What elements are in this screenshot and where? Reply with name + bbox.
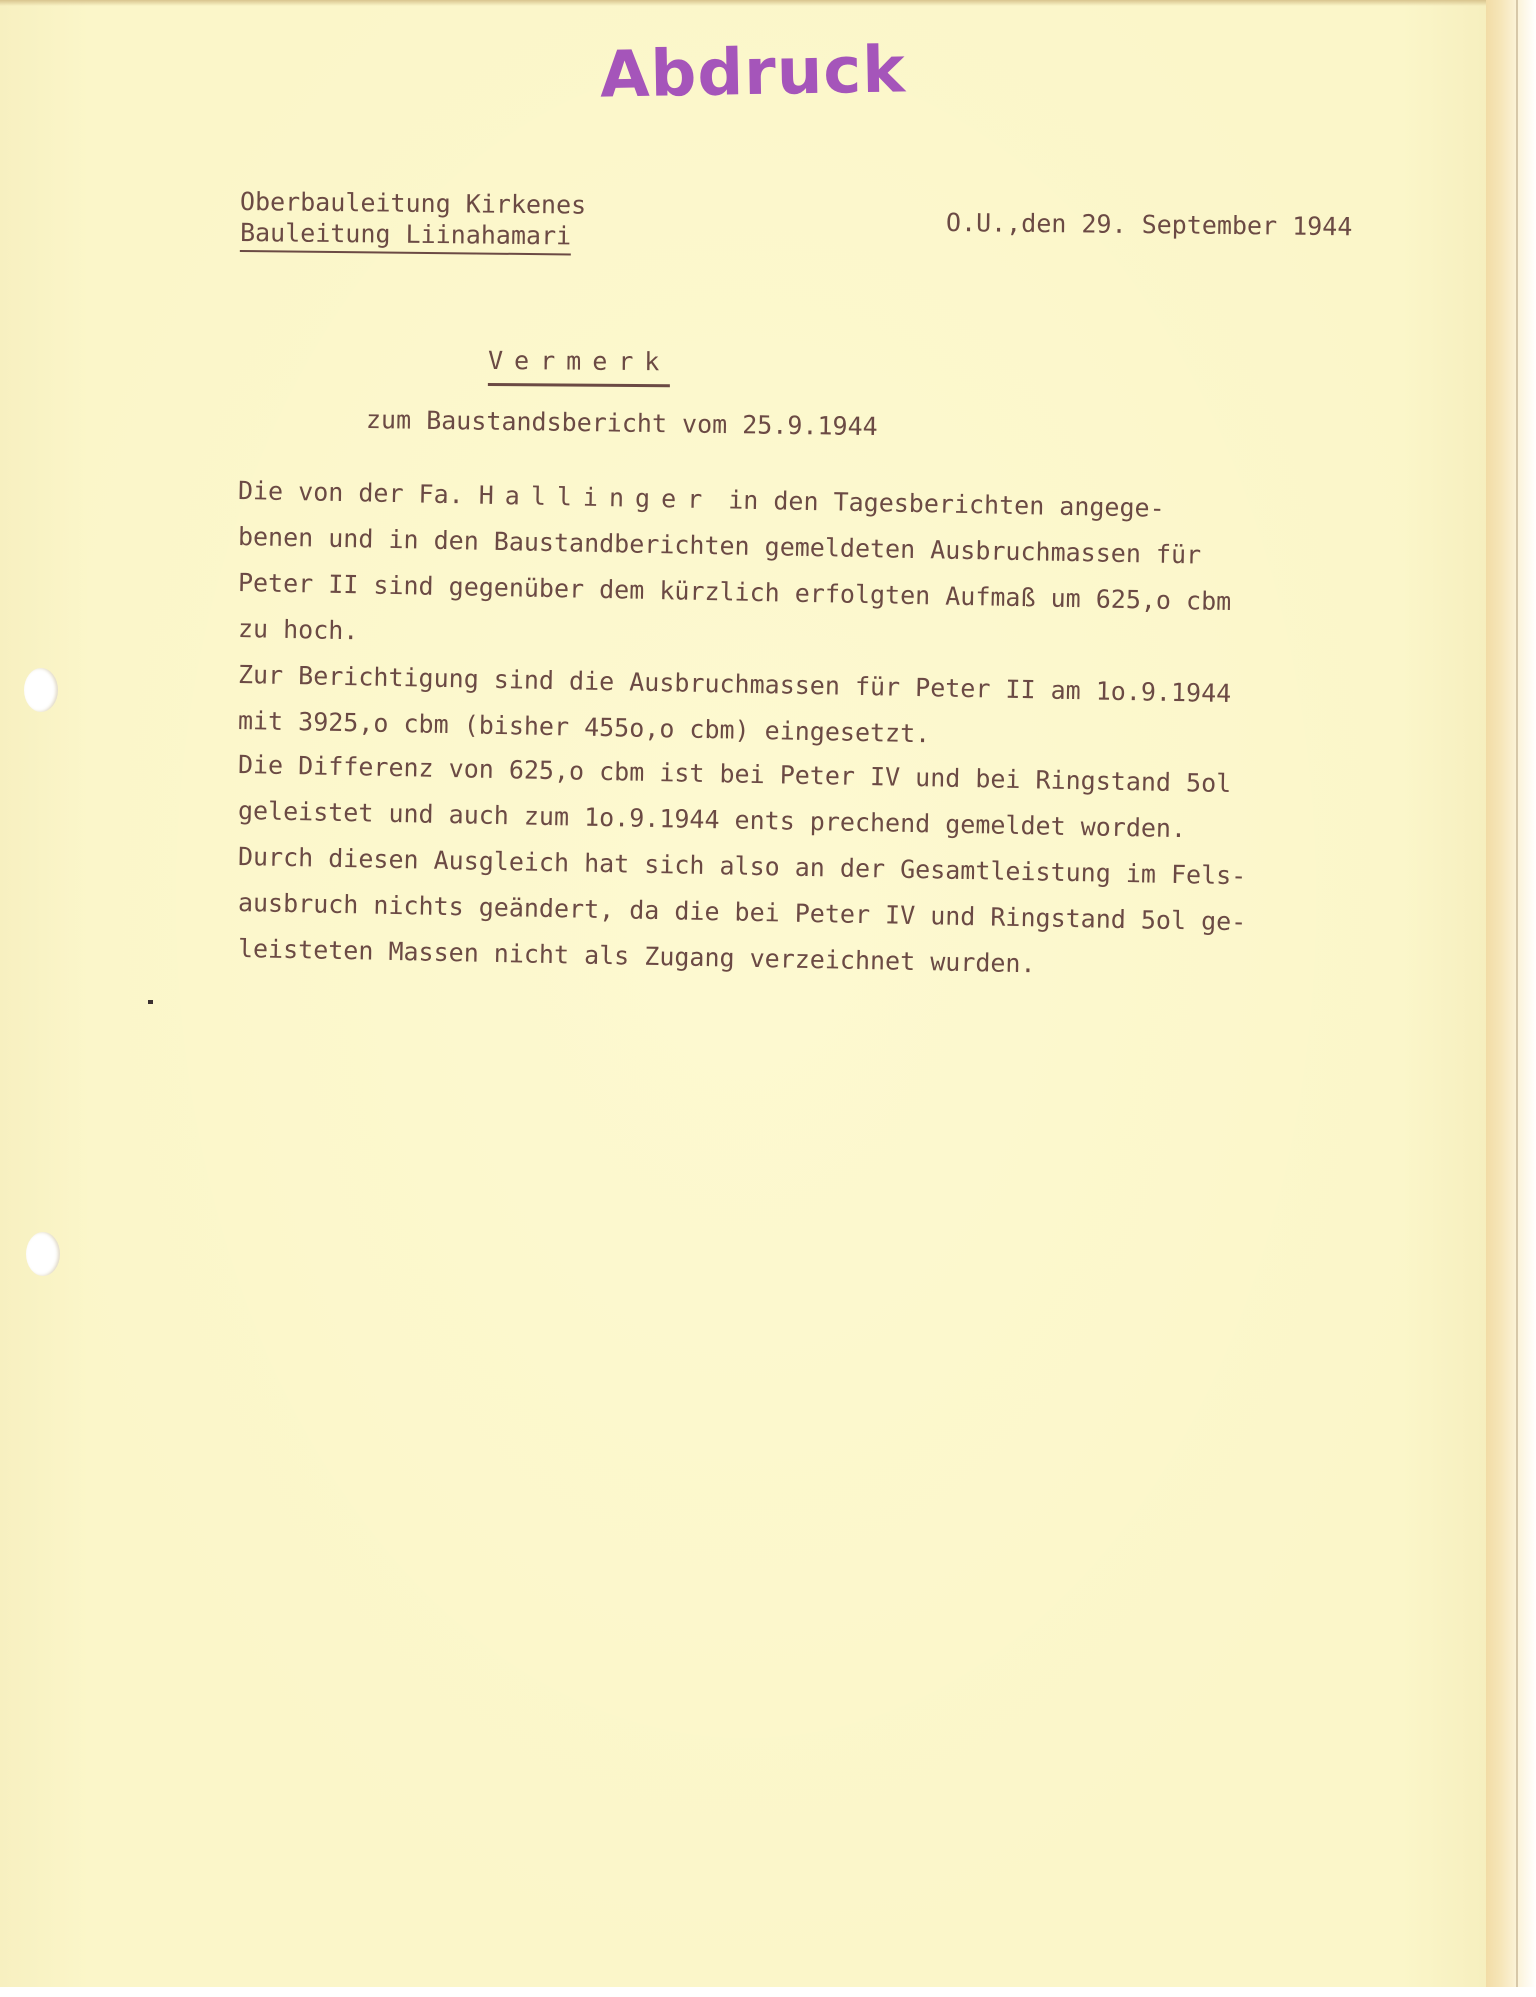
document-subtitle: zum Baustandsbericht vom 25.9.1944 bbox=[365, 405, 878, 442]
abdruck-stamp: Abdruck bbox=[599, 33, 907, 113]
body-line-1-start: Die von der Fa. bbox=[237, 476, 480, 510]
body-line-9: Durch diesen Ausgleich hat sich also an der Gesamtleistung im Fels- bbox=[237, 842, 1247, 891]
body-line-1-end: in den Tagesberichten angege- bbox=[712, 485, 1165, 523]
body-line-6: mit 3925,o cbm (bisher 455o,o cbm) eingesetzt. bbox=[237, 706, 931, 749]
paper-right-edge bbox=[1486, 0, 1536, 1997]
punch-hole-top bbox=[24, 668, 58, 712]
body-line-3: Peter II sind gegenüber dem kürzlich erfolgten Aufmaß um 625,o cbm bbox=[237, 568, 1232, 617]
body-line-10: ausbruch nichts geändert, da die bei Peter IV und Ringstand 5ol ge- bbox=[237, 888, 1247, 937]
body-line-5: Zur Berichtigung sind die Ausbruchmassen für Peter II am 1o.9.1944 bbox=[237, 660, 1232, 709]
org-line-2: Bauleitung Liinahamari bbox=[240, 220, 571, 255]
ink-speck bbox=[148, 1000, 153, 1004]
body-line-11: leisteten Massen nicht als Zugang verzeichnet wurden. bbox=[237, 934, 1036, 979]
body-line-7: Die Differenz von 625,o cbm ist bei Peter IV und bei Ringstand 5ol bbox=[237, 750, 1232, 799]
body-line-2: benen und in den Baustandberichten gemeldeten Ausbruchmassen für bbox=[237, 522, 1202, 570]
org-line-1: Oberbauleitung Kirkenes bbox=[239, 187, 587, 220]
punch-hole-bottom bbox=[26, 1232, 60, 1276]
body-line-8: geleistet und auch zum 1o.9.1944 ents prechend gemeldet worden. bbox=[237, 796, 1187, 844]
document-title: Vermerk bbox=[488, 348, 671, 387]
document-date: O.U.,den 29. September 1944 bbox=[945, 208, 1353, 242]
body-line-4: zu hoch. bbox=[237, 614, 359, 646]
company-name: Hallinger bbox=[478, 480, 714, 515]
paper-top-edge bbox=[0, 0, 1500, 6]
paper-fold-line bbox=[1516, 0, 1518, 1997]
scan-bottom-margin bbox=[0, 1987, 1536, 1997]
